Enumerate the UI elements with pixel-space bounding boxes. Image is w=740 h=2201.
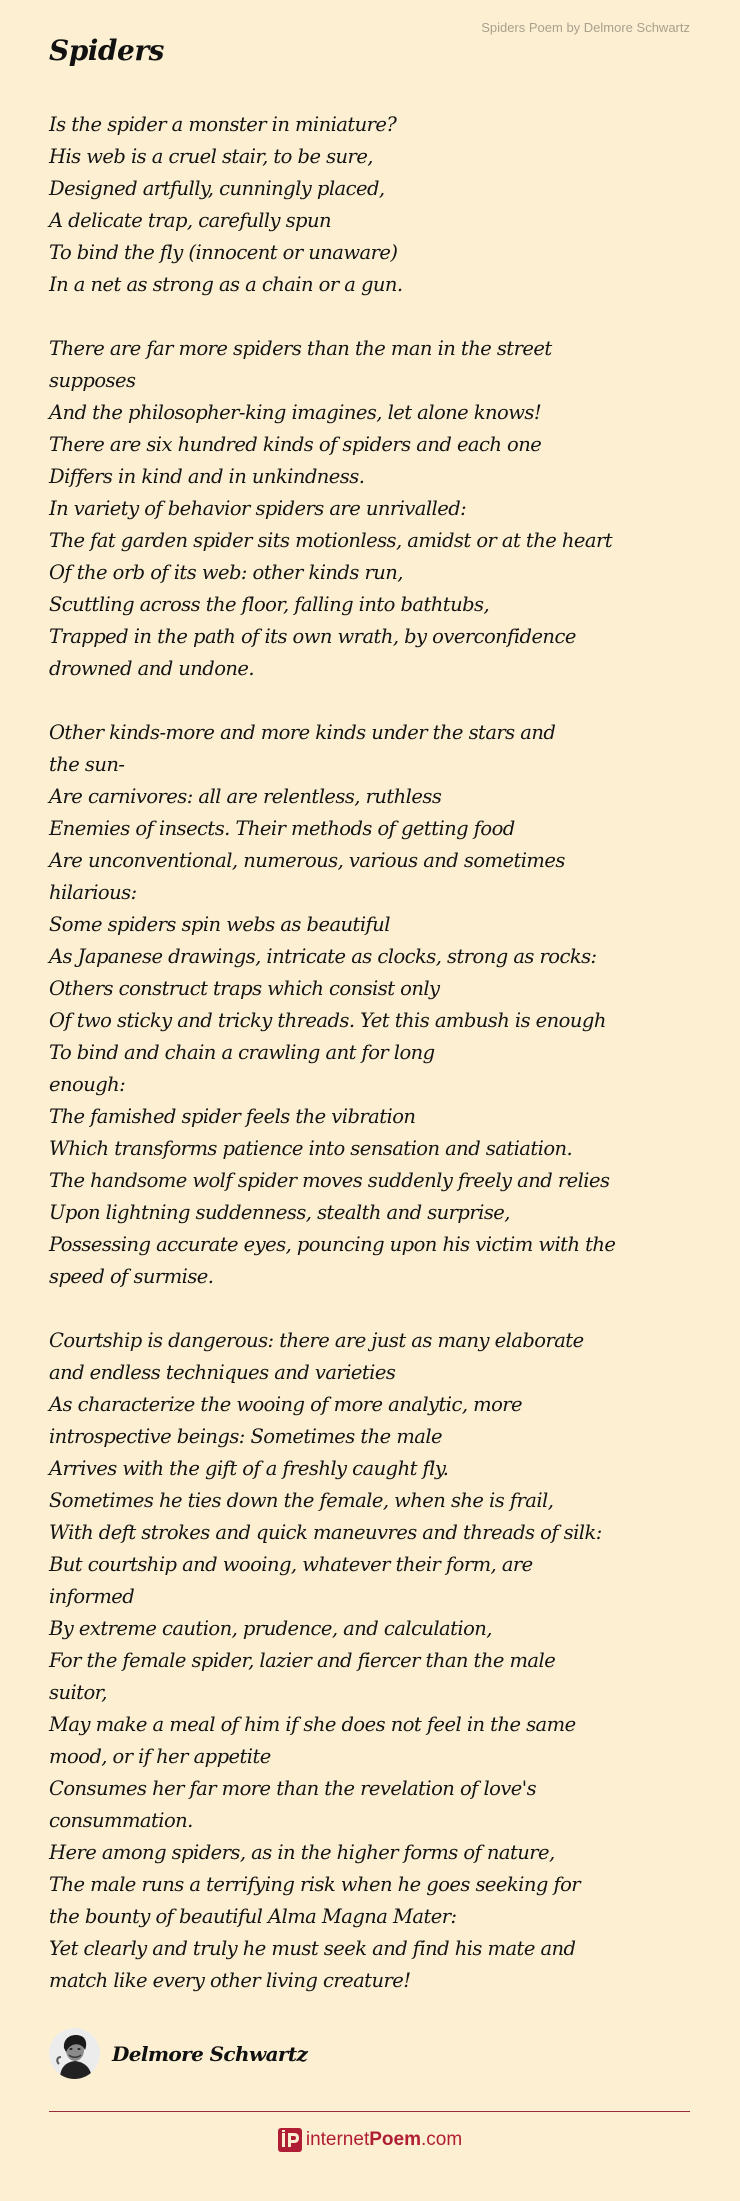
poem-line: His web is a cruel stair, to be sure, (49, 145, 373, 168)
poem-line: Some spiders spin webs as beautiful (49, 913, 390, 936)
poem-line: As characterize the wooing of more analytic, more (49, 1393, 523, 1416)
poem-line: To bind and chain a crawling ant for long (49, 1041, 435, 1064)
poem-line: speed of surmise. (49, 1265, 214, 1288)
poem-line: supposes (49, 369, 136, 392)
poem-line: May make a meal of him if she does not feel in the same (49, 1713, 576, 1736)
poem-line: With deft strokes and quick maneuvres and threads of silk: (49, 1521, 602, 1544)
poem-stanza (49, 717, 709, 1293)
poem-line: consummation. (49, 1809, 193, 1832)
poem-line: Yet clearly and truly he must seek and find his mate and (49, 1937, 576, 1960)
poem-line: In a net as strong as a chain or a gun. (49, 273, 403, 296)
poem-line: And the philosopher-king imagines, let alone knows! (49, 401, 542, 424)
logo-text-com: .com (420, 2129, 463, 2150)
poem-line: A delicate trap, carefully spun (49, 209, 331, 232)
poem-line: drowned and undone. (49, 657, 255, 680)
poem-line: Of two sticky and tricky threads. Yet this ambush is enough (49, 1009, 606, 1032)
poem-line: the sun- (49, 753, 125, 776)
poem-stanza (49, 109, 709, 301)
poem-line: the bounty of beautiful Alma Magna Mater: (49, 1905, 457, 1928)
poem-line: As Japanese drawings, intricate as clocks, strong as rocks: (49, 945, 597, 968)
poem-line: The fat garden spider sits motionless, amidst or at the heart (49, 529, 613, 552)
poem-line: Designed artfully, cunningly placed, (49, 177, 385, 200)
poem-body (49, 109, 709, 1997)
poem-line: Enemies of insects. Their methods of getting food (49, 817, 515, 840)
poem-line: To bind the fly (innocent or unaware) (49, 241, 398, 264)
author-name[interactable]: Delmore Schwartz (112, 2041, 308, 2066)
poem-line: Others construct traps which consist only (49, 977, 440, 1000)
poem-line: Courtship is dangerous: there are just as many elaborate (49, 1329, 584, 1352)
poem-line: suitor, (49, 1681, 107, 1704)
poem-line: mood, or if her appetite (49, 1745, 271, 1768)
poem-line: match like every other living creature! (49, 1969, 411, 1992)
poem-line: enough: (49, 1073, 126, 1096)
poem-line: Other kinds-more and more kinds under the stars and (49, 721, 556, 744)
poem-line: hilarious: (49, 881, 137, 904)
poem-line: Are carnivores: all are relentless, ruthless (49, 785, 442, 808)
poem-line: For the female spider, lazier and fiercer than the male (49, 1649, 556, 1672)
internetpoem-logo-icon (278, 2128, 302, 2152)
author-block[interactable] (49, 2028, 307, 2079)
logo-text-poem: Poem (369, 2129, 421, 2150)
poem-line: and endless techniques and varieties (49, 1361, 396, 1384)
poem-line: The handsome wolf spider moves suddenly freely and relies (49, 1169, 610, 1192)
poem-line: By extreme caution, prudence, and calculation, (49, 1617, 492, 1640)
poem-line: The famished spider feels the vibration (49, 1105, 416, 1128)
author-avatar[interactable] (49, 2028, 100, 2079)
poem-stanza (49, 1325, 709, 1997)
poem-stanza (49, 333, 709, 685)
poem-line: Which transforms patience into sensation and satiation. (49, 1137, 573, 1160)
poem-line: Possessing accurate eyes, pouncing upon his victim with the (49, 1233, 616, 1256)
poem-line: Upon lightning suddenness, stealth and surprise, (49, 1201, 510, 1224)
footer-divider (49, 2111, 690, 2112)
poem-line: Arrives with the gift of a freshly caught fly. (49, 1457, 449, 1480)
poem-line: Is the spider a monster in miniature? (49, 113, 397, 136)
poem-line: Differs in kind and in unkindness. (49, 465, 365, 488)
page-credit: Spiders Poem by Delmore Schwartz (481, 20, 690, 35)
poem-line: Sometimes he ties down the female, when she is frail, (49, 1489, 554, 1512)
logo-text-internet: internet (305, 2129, 370, 2150)
poem-line: There are six hundred kinds of spiders and each one (49, 433, 542, 456)
poem-line: informed (49, 1585, 135, 1608)
poem-line: There are far more spiders than the man in the street (49, 337, 552, 360)
site-logo[interactable] (0, 2128, 740, 2152)
poem-line: Are unconventional, numerous, various and sometimes (49, 849, 565, 872)
poem-line: The male runs a terrifying risk when he goes seeking for (49, 1873, 581, 1896)
poem-line: Of the orb of its web: other kinds run, (49, 561, 403, 584)
poem-line: Consumes her far more than the revelation of love's (49, 1777, 537, 1800)
poem-line: Trapped in the path of its own wrath, by overconfidence (49, 625, 576, 648)
poem-line: In variety of behavior spiders are unrivalled: (49, 497, 467, 520)
poem-line: Here among spiders, as in the higher forms of nature, (49, 1841, 555, 1864)
poem-line: introspective beings: Sometimes the male (49, 1425, 443, 1448)
poem-line: Scuttling across the floor, falling into bathtubs, (49, 593, 490, 616)
poem-line: But courtship and wooing, whatever their form, are (49, 1553, 533, 1576)
logo-text (306, 2129, 462, 2151)
poem-title: Spiders (49, 34, 164, 67)
